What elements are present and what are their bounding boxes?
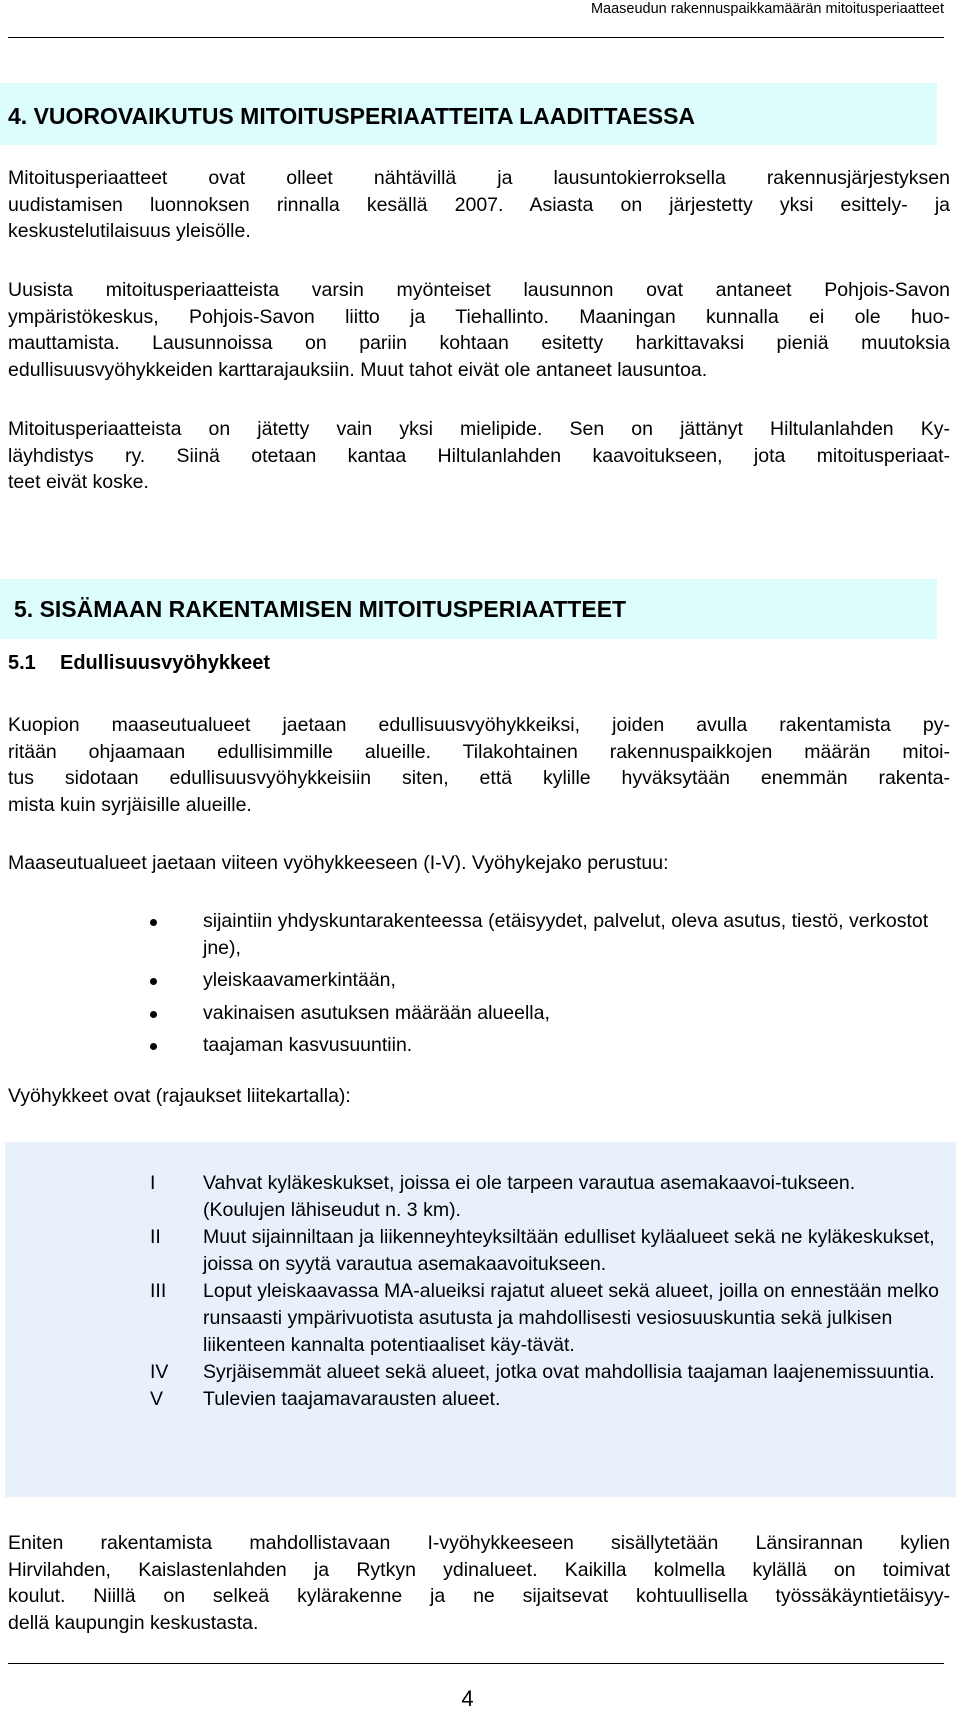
- section-4-paragraph-1: [8, 165, 950, 245]
- list-item-text: sijaintiin yhdyskuntarakenteessa (etäisyydet, palvelut, oleva asutus, tiestö, verkostot jne),: [203, 910, 929, 959]
- text-line: uudistamisen luonnoksen rinnalla kesällä 2007. Asiasta on järjestetty yksi esittely- ja: [8, 193, 950, 216]
- text-line: Maaseutualueet jaetaan viiteen vyöhykkeeseen (I-V). Vyöhykejako perustuu:: [8, 852, 669, 874]
- subsection-number: 5.1: [8, 652, 36, 674]
- text-line: Uusista mitoitusperiaatteista varsin myönteiset lausunnon ovat antaneet Pohjois-Savon: [8, 279, 950, 301]
- text-line: tus sidotaan edullisuusvyöhykkeisiin siten, että kylille hyväksytään enemmän rakenta-: [8, 767, 950, 789]
- section-4-paragraph-2: [8, 277, 950, 383]
- text-line: Hirvilahden, Kaislastenlahden ja Rytkyn ydinalueet. Kaikilla kolmella kylällä on toimivat: [8, 1558, 950, 1581]
- section-5-paragraph-1: [8, 712, 950, 818]
- running-header: [8, 0, 944, 38]
- list-item: [0, 908, 950, 961]
- section-4-paragraph-3: [8, 416, 950, 496]
- list-item-text: taajaman kasvusuuntiin.: [203, 1034, 413, 1056]
- list-item: [0, 967, 950, 994]
- zone-description: Tulevien taajamavarausten alueet.: [203, 1388, 501, 1410]
- zone-numeral: I: [150, 1172, 156, 1194]
- zone-numeral: II: [150, 1226, 161, 1248]
- subsection-5-1-heading: [8, 652, 270, 675]
- running-header-title: Maaseudun rakennuspaikkamäärän mitoitusperiaatteet: [590, 1, 944, 17]
- text-line: dellä kaupungin keskustasta.: [8, 1611, 259, 1634]
- zone-item: [150, 1278, 940, 1359]
- zone-description: Syrjäisemmät alueet sekä alueet, jotka ovat mahdollisia taajaman laajenemissuuntia.: [203, 1361, 935, 1383]
- list-item-text: yleiskaavamerkintään,: [203, 969, 396, 991]
- text-line: Eniten rakentamista mahdollistavaan I-vyöhykkeeseen sisällytetään Länsirannan kylien: [8, 1532, 950, 1554]
- footer-rule: [8, 1663, 944, 1664]
- zone-numeral: IV: [150, 1361, 169, 1383]
- text-line: Mitoitusperiaatteista on jätetty vain yksi mielipide. Sen on jättänyt Hiltulanlahden Ky-: [8, 418, 950, 440]
- zone-item: [150, 1359, 940, 1386]
- list-item-text: vakinaisen asutuksen määrään alueella,: [203, 1001, 550, 1024]
- text-line: Mitoitusperiaatteet ovat olleet nähtävillä ja lausuntokierroksella rakennusjärjestyksen: [8, 167, 950, 189]
- list-item: [0, 1032, 950, 1059]
- text-line: teet eivät koske.: [8, 471, 149, 493]
- text-line: keskustelutilaisuus yleisölle.: [8, 220, 251, 242]
- text-line: ritään ohjaamaan edullisimmille alueille. Tilakohtainen rakennuspaikkojen määrän mitoi-: [8, 740, 950, 763]
- text-line: koulut. Niillä on selkeä kylärakenne ja ne sijaitsevat kohtuullisella työssäkäyntietäisyy-: [8, 1585, 950, 1607]
- zone-description: Vahvat kyläkeskukset, joissa ei ole tarpeen varautua asemakaavoi-tukseen. (Koulujen lähiseudut n. 3 km).: [203, 1172, 856, 1221]
- text-line: mauttamista. Lausunnoissa on pariin kohtaan esitetty harkittavaksi pieniä muutoksia: [8, 332, 950, 354]
- page-number: 4: [461, 1686, 474, 1711]
- bullet-icon: [150, 1011, 157, 1018]
- text-line: Kuopion maaseutualueet jaetaan edullisuusvyöhykkeiksi, joiden avulla rakentamista py-: [8, 714, 950, 736]
- criteria-bullet-list: [0, 908, 950, 1059]
- text-line: mista kuin syrjäisille alueille.: [8, 793, 252, 816]
- zone-description: Loput yleiskaavassa MA-alueiksi rajatut alueet sekä alueet, joilla on ennestään melko runsaasti ympärivuotista asutusta ja mahdollisesti vesiosuuskuntia sekä julkisen liikenteen kannalta potentiaaliset käy-tävät.: [203, 1280, 940, 1356]
- section-5-paragraph-2: [8, 850, 950, 877]
- zone-numeral: III: [150, 1280, 167, 1302]
- section-4-heading: [0, 83, 937, 145]
- section-5-paragraph-4: [8, 1530, 950, 1636]
- text-line: ympäristökeskus, Pohjois-Savon liitto ja Tiehallinto. Maaningan kunnalla ei ole huo-: [8, 305, 950, 328]
- bullet-icon: [150, 1043, 157, 1050]
- list-item: [0, 1000, 950, 1027]
- zone-definitions-list: [150, 1170, 940, 1413]
- bullet-icon: [150, 919, 157, 926]
- zone-numeral: V: [150, 1388, 164, 1410]
- subsection-title: Edullisuusvyöhykkeet: [60, 652, 271, 674]
- text-line: Vyöhykkeet ovat (rajaukset liitekartalla):: [8, 1085, 351, 1107]
- section-4-heading-text: 4. VUOROVAIKUTUS MITOITUSPERIAATTEITA LAADITTAESSA: [8, 103, 696, 129]
- section-5-heading-text: 5. SISÄMAAN RAKENTAMISEN MITOITUSPERIAATTEET: [14, 596, 627, 622]
- zone-item: [150, 1224, 940, 1278]
- text-line: läyhdistys ry. Siinä otetaan kantaa Hiltulanlahden kaavoitukseen, jota mitoitusperiaat-: [8, 444, 950, 467]
- section-5-paragraph-3: [8, 1083, 950, 1110]
- zone-description: Muut sijainniltaan ja liikenneyhteyksiltään edulliset kyläalueet sekä ne kyläkeskukset, joissa on syytä varautua asemakaavoitukseen.: [203, 1226, 935, 1275]
- bullet-icon: [150, 978, 157, 985]
- zone-item: [150, 1170, 940, 1224]
- section-5-heading: [0, 579, 937, 639]
- text-line: edullisuusvyöhykkeiden karttarajauksiin. Muut tahot eivät ole antaneet lausuntoa.: [8, 358, 708, 381]
- zone-item: [150, 1386, 940, 1413]
